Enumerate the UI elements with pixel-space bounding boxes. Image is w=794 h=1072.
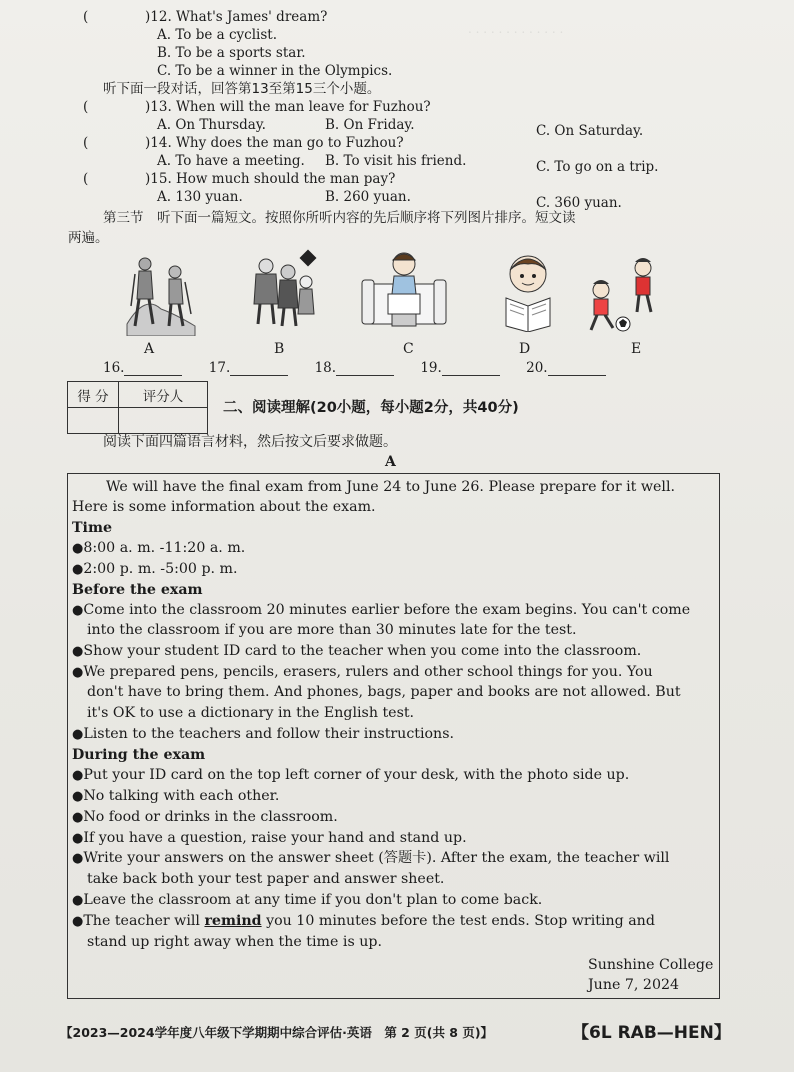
question-14: ( )14. Why does the man go to Fuzhou?	[83, 135, 404, 151]
bleed-through-text: . . . . . . . . . . . . .	[468, 22, 564, 36]
time-heading: Time	[72, 520, 112, 536]
q14-option-a: A. To have a meeting.	[157, 153, 305, 169]
section3-instruction: 第三节 听下面一篇短文。按照你所听内容的先后顺序将下列图片排序。短文读	[103, 210, 576, 226]
grader-header: 评分人	[119, 382, 208, 408]
blank-20[interactable]	[548, 361, 606, 376]
picture-b-label: B	[274, 341, 285, 357]
picture-b-family	[250, 248, 322, 328]
q12-option-c: C. To be a winner in the Olympics.	[157, 63, 393, 79]
paper-code: 【6L RAB—HEN】	[572, 1023, 731, 1043]
reading-section-title: 二、阅读理解(20小题，每小题2分，共40分)	[223, 400, 519, 416]
time-slot-1: ●8:00 a. m. -11:20 a. m.	[72, 540, 246, 556]
during-rule-7-cont: stand up right away when the time is up.	[87, 934, 382, 950]
question-13: ( )13. When will the man leave for Fuzhou?	[83, 99, 431, 115]
picture-e-playing-football	[583, 256, 665, 336]
dialog-intro: 听下面一段对话，回答第13至第15三个小题。	[103, 81, 381, 97]
reading-instruction: 阅读下面四篇语言材料，然后按文后要求做题。	[103, 434, 397, 450]
blank-17-label: 17.	[208, 360, 231, 376]
before-exam-heading: Before the exam	[72, 582, 203, 598]
passage-label: A	[385, 454, 396, 470]
passage-intro-2: Here is some information about the exam.	[72, 499, 376, 515]
passage-signature: Sunshine College	[588, 957, 714, 973]
before-rule-3: ●We prepared pens, pencils, erasers, rulers and other school things for you. You	[72, 664, 653, 680]
during-rule-7: ●The teacher will remind you 10 minutes before the test ends. Stop writing and	[72, 913, 655, 929]
during-rule-2: ●No talking with each other.	[72, 788, 280, 804]
score-header: 得 分	[68, 382, 119, 408]
blank-19-label: 19.	[420, 360, 442, 376]
q14-option-c: C. To go on a trip.	[536, 159, 659, 175]
blank-19[interactable]	[442, 361, 500, 376]
picture-c-label: C	[403, 341, 414, 357]
remind-keyword: remind	[204, 913, 262, 929]
q14-option-b: B. To visit his friend.	[325, 153, 467, 169]
during-rule-5: ●Write your answers on the answer sheet (答题卡). After the exam, the teacher will	[72, 850, 670, 866]
q13-option-a: A. On Thursday.	[157, 117, 266, 133]
section3-instruction-cont: 两遍。	[68, 230, 109, 246]
passage-intro-1: We will have the final exam from June 24 to June 26. Please prepare for it well.	[106, 479, 676, 495]
picture-d-boy-reading	[498, 252, 558, 332]
during-rule-6: ●Leave the classroom at any time if you don't plan to come back.	[72, 892, 543, 908]
during-exam-heading: During the exam	[72, 747, 206, 763]
before-rule-1-cont: into the classroom if you are more than 30 minutes late for the test.	[87, 622, 577, 638]
score-cell[interactable]	[68, 408, 119, 434]
blank-16-label: 16.	[103, 360, 125, 376]
picture-c-boy-computer	[360, 250, 448, 330]
q15-option-c: C. 360 yuan.	[536, 195, 622, 211]
picture-a-hiking	[125, 254, 197, 336]
before-rule-3-cont: don't have to bring them. And phones, bags, paper and books are not allowed. But	[87, 684, 681, 700]
q12-option-b: B. To be a sports star.	[157, 45, 306, 61]
picture-d-label: D	[519, 341, 531, 357]
question-12: ( )12. What's James' dream?	[83, 9, 328, 25]
blank-16[interactable]	[124, 361, 182, 376]
page-footer: 【2023—2024学年度八年级下学期期中综合评估·英语 第 2 页(共 8 页)】	[60, 1025, 494, 1040]
during-rule-1: ●Put your ID card on the top left corner of your desk, with the photo side up.	[72, 767, 630, 783]
time-slot-2: ●2:00 p. m. -5:00 p. m.	[72, 561, 238, 577]
question-15: ( )15. How much should the man pay?	[83, 171, 396, 187]
before-rule-2: ●Show your student ID card to the teacher when you come into the classroom.	[72, 643, 642, 659]
q13-option-c: C. On Saturday.	[536, 123, 644, 139]
before-rule-4: ●Listen to the teachers and follow their instructions.	[72, 726, 454, 742]
blank-18-label: 18.	[314, 360, 337, 376]
picture-a-label: A	[144, 341, 155, 357]
q12-option-a: A. To be a cyclist.	[157, 27, 277, 43]
before-rule-3-cont2: it's OK to use a dictionary in the English test.	[87, 705, 415, 721]
grader-cell[interactable]	[119, 408, 208, 434]
before-rule-1: ●Come into the classroom 20 minutes earlier before the exam begins. You can't come	[72, 602, 691, 618]
score-table	[67, 381, 208, 434]
blank-17[interactable]	[230, 361, 288, 376]
picture-order-blanks	[103, 360, 628, 376]
q13-option-b: B. On Friday.	[325, 117, 415, 133]
passage-date: June 7, 2024	[588, 977, 680, 993]
picture-e-label: E	[631, 341, 642, 357]
blank-18[interactable]	[336, 361, 394, 376]
q15-option-a: A. 130 yuan.	[157, 189, 243, 205]
during-rule-4: ●If you have a question, raise your hand and stand up.	[72, 830, 467, 846]
q15-option-b: B. 260 yuan.	[325, 189, 411, 205]
blank-20-label: 20.	[526, 360, 548, 376]
passage-a-box	[67, 473, 720, 999]
during-rule-3: ●No food or drinks in the classroom.	[72, 809, 338, 825]
during-rule-5-cont: take back both your test paper and answer sheet.	[87, 871, 445, 887]
